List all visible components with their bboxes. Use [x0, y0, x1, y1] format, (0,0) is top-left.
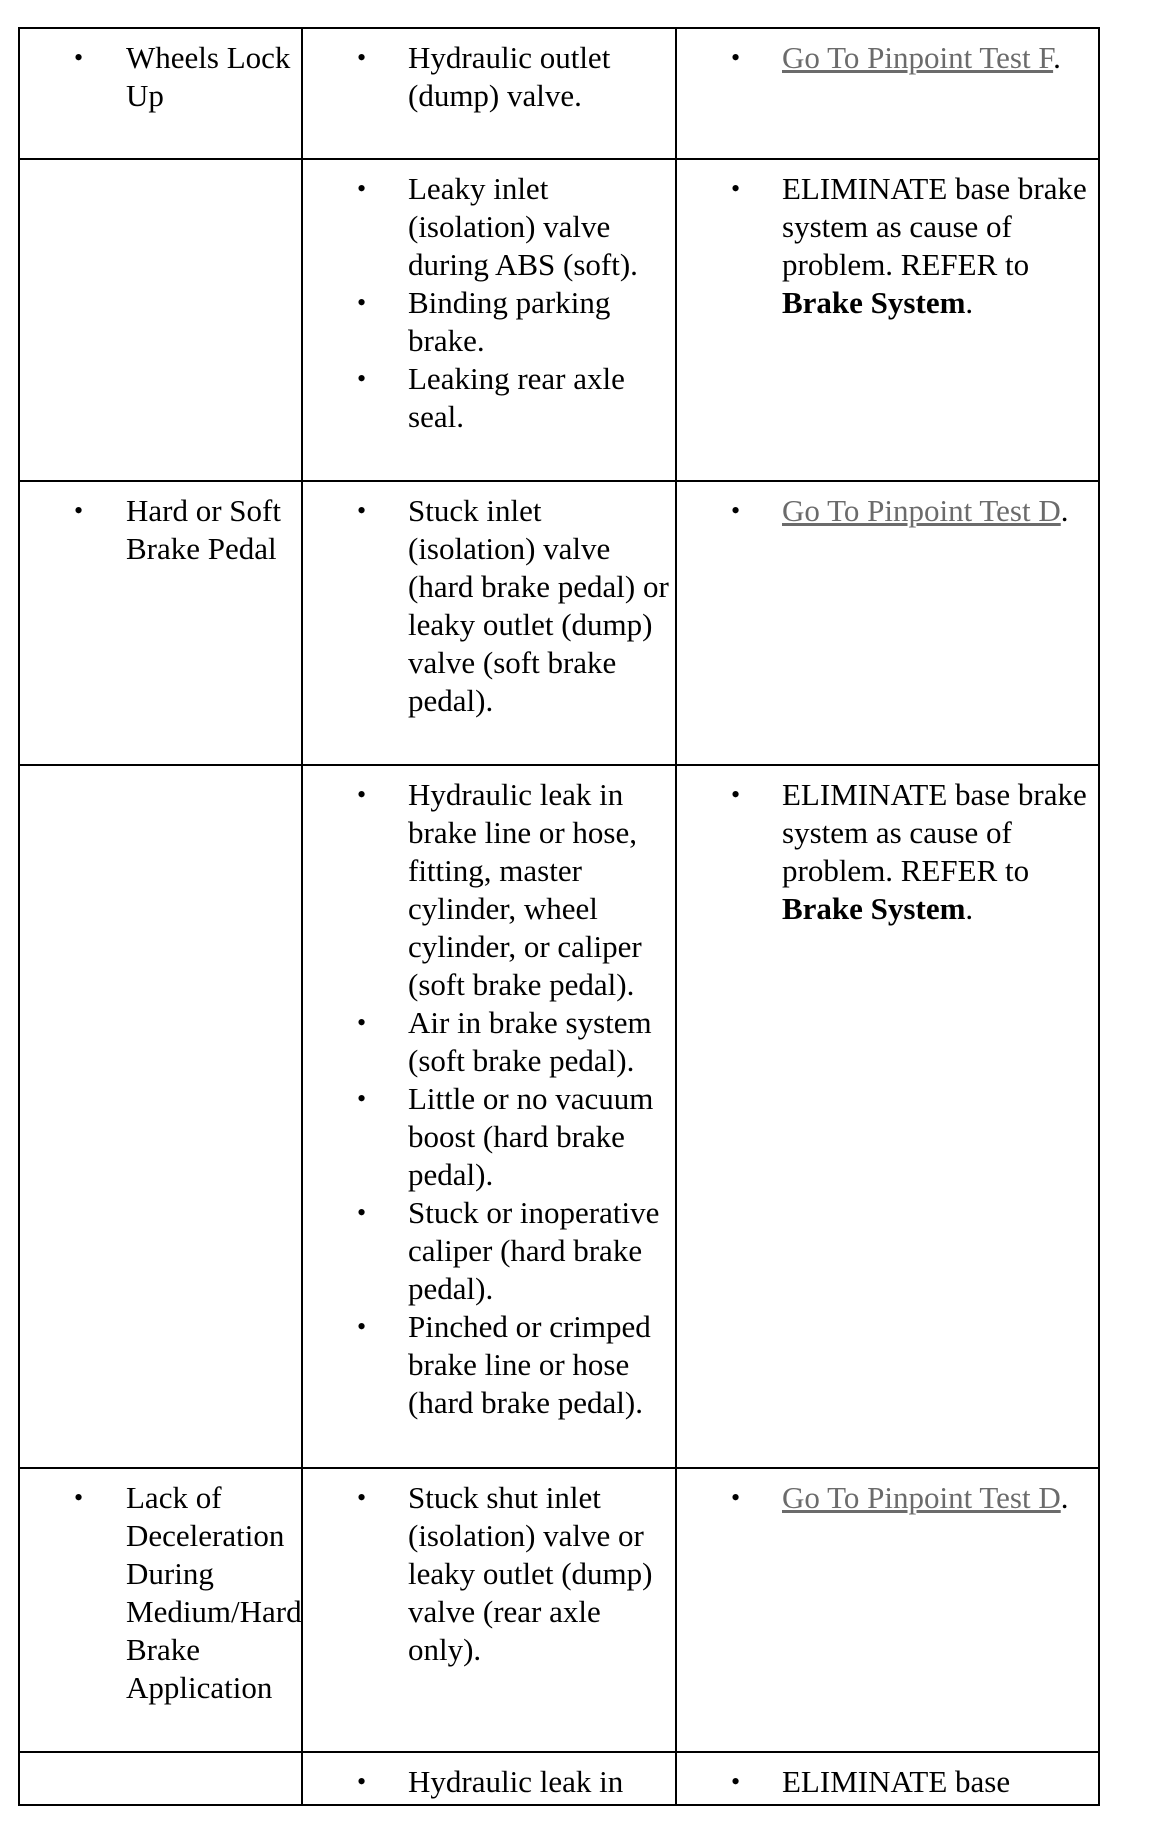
condition-item: [20, 39, 301, 115]
cause-text: Stuck inlet (isolation) valve (hard brake pedal) or leaky outlet (dump) valve (soft brake pedal).: [408, 493, 669, 718]
cause-text: Leaking rear axle seal.: [408, 361, 625, 434]
action-suffix: .: [965, 285, 974, 320]
table-row: [20, 29, 1100, 160]
cause-text: Hydraulic outlet (dump) valve.: [408, 40, 611, 113]
pinpoint-test-d-link[interactable]: Go To Pinpoint Test D: [782, 1480, 1061, 1515]
bullet-icon: •: [74, 496, 84, 525]
cause-cell: [303, 1753, 677, 1804]
bullet-icon: •: [731, 43, 741, 72]
cause-item: [303, 1194, 675, 1308]
bullet-icon: •: [357, 174, 367, 203]
cause-item: [303, 284, 675, 360]
bullet-icon: •: [357, 1084, 367, 1113]
cause-cell: [303, 766, 677, 1467]
cause-cell: [303, 160, 677, 480]
bullet-icon: •: [357, 364, 367, 393]
cause-text: Stuck or inoperative caliper (hard brake pedal).: [408, 1195, 660, 1306]
action-prefix: ELIMINATE base: [782, 1764, 1011, 1799]
cause-text: Air in brake system (soft brake pedal).: [408, 1005, 652, 1078]
cause-cell: [303, 482, 677, 764]
action-cell: [677, 766, 1100, 1467]
cause-cell: [303, 29, 677, 158]
bullet-icon: •: [357, 1767, 367, 1796]
condition-cell: [20, 482, 303, 764]
cause-text: Binding parking brake.: [408, 285, 611, 358]
cause-item: [303, 39, 675, 115]
condition-cell: [20, 1753, 303, 1804]
table-row: [20, 482, 1100, 766]
action-cell: [677, 482, 1100, 764]
diagnosis-table: [18, 27, 1100, 1806]
table-row: [20, 1469, 1100, 1753]
brake-system-reference: Brake System: [782, 285, 966, 320]
cause-text: Pinched or crimped brake line or hose (hard brake pedal).: [408, 1309, 651, 1420]
action-cell: [677, 29, 1100, 158]
bullet-icon: •: [357, 1312, 367, 1341]
cause-item: [303, 1004, 675, 1080]
cause-item: [303, 1479, 675, 1669]
action-cell: [677, 1469, 1100, 1751]
bullet-icon: •: [357, 780, 367, 809]
condition-text: Wheels Lock Up: [126, 40, 291, 113]
action-item: [677, 776, 1098, 928]
table-row: [20, 1753, 1100, 1806]
action-prefix: ELIMINATE base brake system as cause of problem. REFER to: [782, 171, 1087, 282]
action-item: [677, 492, 1098, 530]
bullet-icon: •: [357, 496, 367, 525]
action-item: [677, 1763, 1098, 1801]
cause-item: [303, 1763, 675, 1801]
condition-cell: [20, 160, 303, 480]
action-item: [677, 39, 1098, 77]
action-suffix: .: [1060, 1480, 1069, 1515]
condition-text: Hard or Soft Brake Pedal: [126, 493, 281, 566]
bullet-icon: •: [357, 43, 367, 72]
condition-text: Lack of Deceleration During Medium/Hard Brake Application: [126, 1480, 302, 1705]
action-item: [677, 1479, 1098, 1517]
bullet-icon: •: [357, 1008, 367, 1037]
bullet-icon: •: [731, 1483, 741, 1512]
cause-item: [303, 360, 675, 436]
table-row: [20, 766, 1100, 1469]
bullet-icon: •: [74, 1483, 84, 1512]
pinpoint-test-f-link[interactable]: Go To Pinpoint Test F: [782, 40, 1054, 75]
condition-item: [20, 492, 301, 568]
condition-item: [20, 1479, 301, 1707]
condition-cell: [20, 29, 303, 158]
cause-text: Stuck shut inlet (isolation) valve or leaky outlet (dump) valve (rear axle only).: [408, 1480, 653, 1667]
condition-cell: [20, 1469, 303, 1751]
action-suffix: .: [1053, 40, 1061, 75]
table-row: [20, 160, 1100, 482]
pinpoint-test-d-link[interactable]: Go To Pinpoint Test D: [782, 493, 1061, 528]
bullet-icon: •: [731, 1767, 741, 1796]
cause-text: Hydraulic leak in brake line or hose, fitting, master cylinder, wheel cylinder, or caliper (soft brake pedal).: [408, 777, 642, 1002]
cause-item: [303, 1080, 675, 1194]
cause-text: Little or no vacuum boost (hard brake pedal).: [408, 1081, 654, 1192]
cause-item: [303, 1308, 675, 1422]
action-suffix: .: [965, 891, 974, 926]
action-suffix: .: [1060, 493, 1069, 528]
bullet-icon: •: [731, 780, 741, 809]
action-prefix: ELIMINATE base brake system as cause of problem. REFER to: [782, 777, 1087, 888]
action-cell: [677, 160, 1100, 480]
brake-system-reference: Brake System: [782, 891, 966, 926]
bullet-icon: •: [357, 288, 367, 317]
cause-cell: [303, 1469, 677, 1751]
bullet-icon: •: [357, 1483, 367, 1512]
condition-cell: [20, 766, 303, 1467]
bullet-icon: •: [731, 496, 741, 525]
cause-item: [303, 776, 675, 1004]
bullet-icon: •: [357, 1198, 367, 1227]
bullet-icon: •: [731, 174, 741, 203]
cause-item: [303, 170, 675, 284]
bullet-icon: •: [74, 43, 84, 72]
action-cell: [677, 1753, 1100, 1804]
cause-item: [303, 492, 675, 720]
cause-text: Leaky inlet (isolation) valve during ABS (soft).: [408, 171, 638, 282]
action-item: [677, 170, 1098, 322]
cause-text: Hydraulic leak in: [408, 1764, 624, 1799]
